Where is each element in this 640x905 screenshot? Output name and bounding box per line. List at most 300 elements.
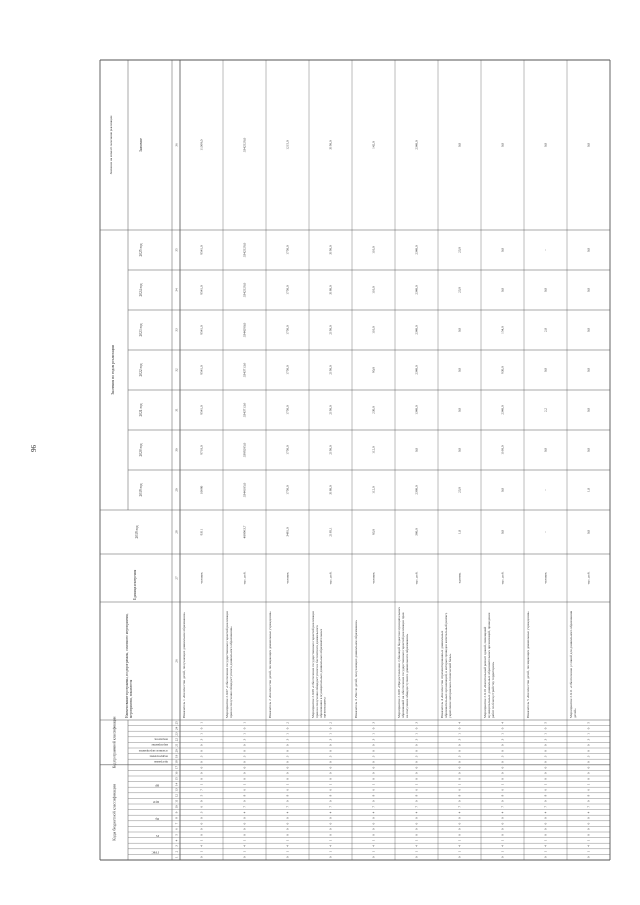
unit-header: Единица измерения — [133, 569, 137, 600]
column-number: 27 — [174, 576, 179, 580]
value-cell: 0,0 — [586, 407, 591, 413]
code-cell: 4 — [500, 845, 505, 847]
code-cell: 0 — [199, 856, 204, 858]
code-cell: 4 — [371, 811, 376, 814]
code-cell: 0 — [543, 817, 548, 819]
value-cell: 3344290,0 — [242, 322, 247, 338]
year-header: 2019 год — [139, 483, 143, 497]
program-subheader: программа — [154, 760, 168, 764]
value-cell: 9541,0 — [199, 405, 204, 415]
code-cell: 0 — [242, 800, 247, 802]
value-cell: – — [543, 249, 548, 251]
code-cell: 0 — [543, 766, 548, 769]
value-cell: 0,0 — [586, 367, 591, 373]
column-number: 15 — [174, 777, 179, 781]
code-cell: 6 — [543, 789, 548, 791]
value-cell: 0,0 — [586, 287, 591, 293]
code-cell: 0 — [285, 834, 290, 836]
code-cell: 8 — [371, 794, 376, 797]
value-cell: 1750,0 — [285, 325, 290, 335]
code-cell: 1 — [199, 839, 204, 842]
value-cell: 0,0 — [543, 367, 548, 373]
value-cell: 1750,0 — [285, 445, 290, 455]
value-cell: 0,0 — [457, 327, 462, 333]
program-cell: 0 — [242, 750, 247, 752]
unit-cell: человек — [543, 572, 548, 584]
program-cell: 0 — [414, 727, 419, 730]
code-cell: 1 — [285, 839, 290, 842]
value-cell: 0,0 — [586, 247, 591, 253]
code-cell: 0 — [457, 817, 462, 819]
value-cell: 154,0 — [500, 326, 505, 334]
indicator-text: Показатель 3 «Число детей, получающих дошкольное образование» — [354, 619, 358, 718]
program-cell: 0 — [457, 744, 462, 746]
column-number: 5 — [174, 834, 179, 836]
code-cell: 0 — [586, 834, 591, 836]
value-cell: 23,0 — [457, 487, 462, 493]
program-cell: 0 — [414, 750, 419, 752]
program-cell: 1 — [371, 733, 376, 735]
program-cell: 3 — [414, 722, 419, 724]
code-cell: 4 — [285, 811, 290, 814]
program-cell: 0 — [586, 750, 591, 752]
final-value-cell: 142,0 — [371, 141, 376, 149]
code-cell: 1 — [500, 783, 505, 786]
indicator-text: образования в муниципальных дошкольных образовательных — [318, 628, 323, 718]
code-cell: 0 — [586, 766, 591, 769]
column-number: 17 — [174, 766, 179, 770]
code-cell: 0 — [414, 772, 419, 774]
code-cell: 0 — [543, 772, 548, 774]
value-cell: 408963,7 — [242, 525, 247, 539]
code-cell: 7 — [543, 806, 548, 808]
value-cell: 2340,0 — [414, 285, 419, 295]
program-cell: 3 — [328, 738, 333, 741]
code-cell: 7 — [414, 806, 419, 808]
program-cell: 0 — [500, 750, 505, 752]
value-cell: 9710,0 — [199, 445, 204, 455]
final-group-header: Значение на момент окончания реализации — [109, 115, 113, 175]
code-cell: 6 — [242, 789, 247, 791]
value-cell: 1750,0 — [285, 245, 290, 255]
program-cell: 1 — [500, 733, 505, 735]
code-cell: 0 — [500, 800, 505, 802]
column-number: 26 — [174, 659, 179, 663]
program-cell: 0 — [371, 761, 376, 763]
code-cell: 1 — [328, 783, 333, 786]
program-cell: 0 — [586, 727, 591, 730]
value-cell: 3481,0 — [285, 527, 290, 537]
code-cell: 0 — [328, 772, 333, 774]
code-cell: 7 — [242, 806, 247, 808]
code-cell: 0 — [328, 828, 333, 830]
code-cell: 0 — [371, 828, 376, 830]
program-cell: 3 — [457, 738, 462, 741]
program-cell: 3 — [328, 755, 333, 758]
program-cell: 1 — [328, 733, 333, 735]
code-cell: 8 — [414, 794, 419, 797]
code-cell: 0 — [242, 834, 247, 836]
value-cell: 2340,0 — [500, 405, 505, 415]
code-cell: 4 — [414, 845, 419, 847]
code-cell: 4 — [543, 845, 548, 847]
code-cell: 8 — [328, 794, 333, 797]
program-cell: 0 — [199, 750, 204, 752]
code-cell: 1 — [371, 783, 376, 786]
code-cell: 0 — [457, 822, 462, 825]
indicator-text: Показатель 4 «Количество отремонтированных дошкольных — [440, 630, 444, 718]
column-number: 14 — [174, 782, 179, 786]
code-cell: 1 — [328, 850, 333, 853]
program-cell: 3 — [371, 722, 376, 724]
column-number: 18 — [174, 760, 179, 764]
value-cell: 1,0 — [586, 487, 591, 493]
code-cell: 0 — [543, 778, 548, 780]
value-cell: 2,2 — [543, 407, 548, 413]
program-cell: 3 — [500, 755, 505, 758]
code-cell: 1 — [586, 850, 591, 853]
code-cell: 1 — [414, 839, 419, 842]
value-cell: 112,0 — [371, 446, 376, 454]
code-cell: 0 — [285, 822, 290, 825]
code-cell: 8 — [457, 794, 462, 797]
program-cell: 3 — [414, 755, 419, 758]
value-cell: 0,0 — [500, 487, 505, 493]
program-cell: 0 — [414, 761, 419, 763]
code-cell: 6 — [457, 789, 462, 791]
code-cell: 0 — [543, 828, 548, 830]
value-cell: 1750,0 — [285, 365, 290, 375]
code-cell: 4 — [285, 845, 290, 847]
code-cell: 0 — [457, 834, 462, 836]
code-cell: 0 — [500, 817, 505, 819]
code-cell: 0 — [242, 817, 247, 819]
program-code-header: Код программной классификации — [112, 716, 117, 769]
value-cell: 9311 — [199, 528, 204, 536]
program-cell: 0 — [457, 727, 462, 730]
value-cell: 3389285,0 — [242, 442, 247, 458]
program-cell: 0 — [500, 744, 505, 746]
value-cell: 9541,0 — [199, 285, 204, 295]
program-cell: 0 — [543, 727, 548, 730]
code-cell: 1 — [199, 850, 204, 853]
program-cell: 0 — [242, 744, 247, 746]
value-cell: 360,0 — [414, 528, 419, 536]
code-cell: 0 — [199, 828, 204, 830]
code-cell: 0 — [543, 834, 548, 836]
value-cell: 3180,0 — [328, 485, 333, 495]
program-cell: 3 — [242, 755, 247, 758]
program-cell: 5 — [586, 722, 591, 724]
indicator-header: Наименование программы, подпрограммы, основного мероприятия, — [125, 613, 129, 718]
program-cell: 0 — [328, 744, 333, 746]
column-number: 35 — [174, 248, 179, 252]
code-cell: 1 — [586, 783, 591, 786]
code-cell: 0 — [328, 800, 333, 802]
code-cell: 0 — [328, 834, 333, 836]
value-cell: 1,0 — [457, 529, 462, 535]
code-cell: 4 — [543, 811, 548, 814]
value-cell: 2,0 — [543, 327, 548, 333]
code-cell: 4 — [586, 845, 591, 847]
year-header: 2023 год — [139, 323, 143, 337]
value-cell: 2360,0 — [414, 485, 419, 495]
program-cell: 3 — [414, 738, 419, 741]
indicator-header: мероприятия, показателя — [129, 679, 134, 718]
program-cell: 0 — [414, 744, 419, 746]
unit-cell: тыс. руб. — [328, 571, 333, 585]
code-cell: 7 — [199, 789, 204, 791]
program-cell: 3 — [199, 738, 204, 741]
code-cell: 0 — [328, 778, 333, 780]
code-cell: 0 — [285, 817, 290, 819]
program-cell: 2 — [285, 722, 290, 724]
value-cell: 0,0 — [586, 529, 591, 535]
program-cell: 0 — [199, 744, 204, 746]
plan-group-header: Значения по годам реализации — [111, 345, 115, 395]
code-cell: 6 — [371, 789, 376, 791]
column-number: 22 — [174, 738, 179, 742]
code-cell: 1 — [457, 839, 462, 842]
column-number: 16 — [174, 771, 179, 775]
code-cell: 0 — [328, 822, 333, 825]
program-cell: 4 — [500, 722, 505, 724]
column-number: 13 — [174, 788, 179, 792]
code-cell: 7 — [328, 806, 333, 808]
value-cell: 10680 — [199, 485, 204, 495]
value-cell: 0,0 — [586, 447, 591, 453]
code-cell: 0 — [328, 766, 333, 769]
code-cell: 0 — [457, 800, 462, 802]
final-value-cell: 0,0 — [457, 142, 462, 148]
code-cell: 0 — [242, 766, 247, 769]
code-cell: 0 — [285, 772, 290, 774]
program-cell: 0 — [199, 761, 204, 763]
value-cell: 3343713,6 — [242, 402, 247, 418]
code-cell: 7 — [285, 806, 290, 808]
unit-cell: тыс. руб. — [414, 571, 419, 585]
value-cell: 0,0 — [457, 367, 462, 373]
final-value-cell: 11368,0 — [199, 139, 204, 151]
code-cell: 0 — [199, 822, 204, 825]
unit-cell: тыс. руб. — [500, 571, 505, 585]
code-cell: 0 — [285, 766, 290, 769]
value-cell: 0,0 — [457, 447, 462, 453]
value-cell: 0,0 — [457, 407, 462, 413]
code-cell: 8 — [285, 794, 290, 797]
code-cell: 0 — [371, 800, 376, 802]
value-cell: 2185,1 — [328, 527, 333, 537]
indicator-text: Показатель 1 «Количество детей, получающих дошкольное образование» — [182, 611, 186, 718]
program-cell: 0 — [328, 750, 333, 752]
code-subheader: ГРБС — [151, 850, 159, 855]
value-cell: 3342529,0 — [242, 282, 247, 298]
code-cell: 1 — [242, 850, 247, 853]
column-number: 33 — [174, 328, 179, 332]
code-cell: 0 — [543, 856, 548, 858]
program-cell: 0 — [371, 744, 376, 746]
code-cell: 0 — [586, 800, 591, 802]
value-cell: 0,0 — [500, 529, 505, 535]
code-cell: 1 — [543, 783, 548, 786]
codes-group-header: Коды бюджетной классификации — [111, 784, 117, 841]
program-cell: 1 — [414, 733, 419, 735]
code-cell: 5 — [199, 794, 204, 797]
value-cell: 2190,0 — [328, 365, 333, 375]
column-number: 29 — [174, 488, 179, 492]
final-sub-header: Значение — [139, 137, 143, 153]
year-header: 2025 год — [139, 243, 143, 257]
code-cell: 0 — [414, 856, 419, 858]
code-cell: 0 — [371, 834, 376, 836]
final-value-cell: 0,0 — [500, 142, 505, 148]
value-cell: 112,0 — [371, 486, 376, 494]
table-group — [100, 60, 610, 860]
unit-cell: человек — [199, 572, 204, 584]
code-cell: 6 — [586, 789, 591, 791]
code-cell: 6 — [199, 806, 204, 808]
program-cell: 0 — [285, 727, 290, 730]
indicator-text: образовательных организаций, в которых проведен капитальный ремонт, — [443, 612, 448, 718]
program-cell: 0 — [371, 727, 376, 730]
code-cell: 0 — [285, 828, 290, 830]
column-number: 30 — [174, 448, 179, 452]
indicator-text: прав на получение общедоступного и бесплатного дошкольного — [314, 625, 319, 718]
code-cell: 0 — [500, 822, 505, 825]
final-value-cell: 2340,0 — [414, 140, 419, 150]
column-number: 2 — [174, 850, 179, 853]
value-cell: 1750,0 — [285, 405, 290, 415]
program-cell: 3 — [242, 738, 247, 741]
column-number: 1 — [174, 856, 179, 858]
code-cell: 4 — [242, 811, 247, 814]
unit-cell: единиц — [457, 572, 462, 584]
code-cell: 1 — [457, 783, 462, 786]
code-cell: 0 — [242, 856, 247, 858]
program-cell: 0 — [242, 727, 247, 730]
code-cell: 4 — [371, 845, 376, 847]
final-value-cell: 1215,0 — [285, 140, 290, 150]
year-header: 2020 год — [139, 443, 143, 457]
value-cell: 1750,0 — [285, 485, 290, 495]
code-cell: 0 — [328, 817, 333, 819]
value-cell: – — [543, 489, 548, 491]
page-number: 96 — [30, 445, 38, 452]
program-cell: 5 — [543, 722, 548, 724]
code-subheader: ВР — [155, 783, 159, 788]
code-cell: 0 — [586, 828, 591, 830]
value-cell: 9541,0 — [199, 325, 204, 335]
column-number: 28 — [174, 530, 179, 534]
value-cell: 9541,0 — [199, 245, 204, 255]
program-cell: 0 — [500, 727, 505, 730]
program-cell: 0 — [457, 761, 462, 763]
code-cell: 1 — [199, 783, 204, 786]
code-cell: 1 — [285, 783, 290, 786]
code-cell: 0 — [328, 856, 333, 858]
indicator-text: Мероприятие 2.0.09 «Предоставление субвенций бюджетам муниципальных — [397, 607, 401, 718]
code-cell: 0 — [285, 856, 290, 858]
value-cell: 230,0 — [371, 406, 376, 414]
code-cell: 4 — [328, 845, 333, 847]
program-cell: 1 — [242, 733, 247, 735]
column-number: 24 — [174, 726, 179, 730]
column-number: 32 — [174, 368, 179, 372]
code-cell: 4 — [586, 811, 591, 814]
value-cell: 1160,0 — [500, 445, 505, 455]
code-cell: 8 — [500, 794, 505, 797]
code-cell: 1 — [414, 783, 419, 786]
code-cell: 1 — [371, 839, 376, 842]
column-number: 21 — [174, 743, 179, 747]
indicator-text: на получение общедоступного дошкольного образования» — [404, 633, 409, 718]
code-cell: 0 — [371, 766, 376, 769]
value-cell: 2190,0 — [328, 405, 333, 415]
program-cell: 0 — [285, 744, 290, 746]
code-cell: 3 — [199, 811, 204, 814]
code-cell: 7 — [586, 806, 591, 808]
program-subheader: подпрограмма — [149, 754, 168, 759]
unit-cell: человек — [285, 572, 290, 584]
program-cell: 0 — [285, 750, 290, 752]
code-cell: 0 — [199, 834, 204, 836]
indicator-text: Мероприятие 2.0.11 «Обеспечение условий для дошкольного образования — [569, 610, 573, 718]
program-cell: 0 — [586, 744, 591, 746]
value-cell: 1340,0 — [414, 405, 419, 415]
code-cell: 1 — [242, 783, 247, 786]
column-number: 8 — [174, 817, 179, 819]
final-value-cell: 0,0 — [586, 142, 591, 148]
indicator-text: муниципальных дошкольных образовательных организаций, проведение — [486, 612, 491, 718]
code-cell: 0 — [242, 828, 247, 830]
unit-cell: тыс. руб. — [242, 571, 247, 585]
year-header: 2024 год — [139, 283, 143, 297]
final-value-cell: 3190,0 — [328, 140, 333, 150]
code-cell: 0 — [242, 772, 247, 774]
program-cell: 0 — [543, 744, 548, 746]
code-cell: 0 — [199, 772, 204, 774]
code-cell: 4 — [328, 811, 333, 814]
code-cell: 0 — [586, 772, 591, 774]
program-cell: 0 — [500, 761, 505, 763]
indicator-text: Мероприятие 2.0.07 «Обеспечение государственных гарантий реализации — [225, 611, 229, 718]
code-cell: 8 — [586, 794, 591, 797]
program-cell: 1 — [586, 733, 591, 735]
column-number: 31 — [174, 408, 179, 412]
program-cell: 1 — [242, 722, 247, 724]
code-cell: 4 — [457, 845, 462, 847]
column-number: 9 — [174, 811, 179, 814]
program-cell: 3 — [586, 738, 591, 741]
program-cell: 0 — [328, 761, 333, 763]
code-cell: 0 — [500, 772, 505, 774]
program-subheader: мероприятие — [151, 743, 168, 748]
code-cell: 1 — [500, 839, 505, 842]
code-cell: 0 — [500, 856, 505, 858]
value-cell: 2190,0 — [328, 445, 333, 455]
program-cell: 1 — [285, 733, 290, 735]
column-number: 36 — [174, 143, 179, 147]
value-cell: 930,0 — [500, 366, 505, 374]
value-cell: 0,0 — [543, 447, 548, 453]
value-cell: 3344105,0 — [242, 482, 247, 498]
code-cell: 7 — [457, 806, 462, 808]
year-header: 2022 год — [139, 363, 143, 377]
code-cell: 4 — [414, 811, 419, 814]
value-cell: 110,0 — [371, 286, 376, 294]
code-cell: 0 — [414, 778, 419, 780]
code-cell: 1 — [371, 850, 376, 853]
